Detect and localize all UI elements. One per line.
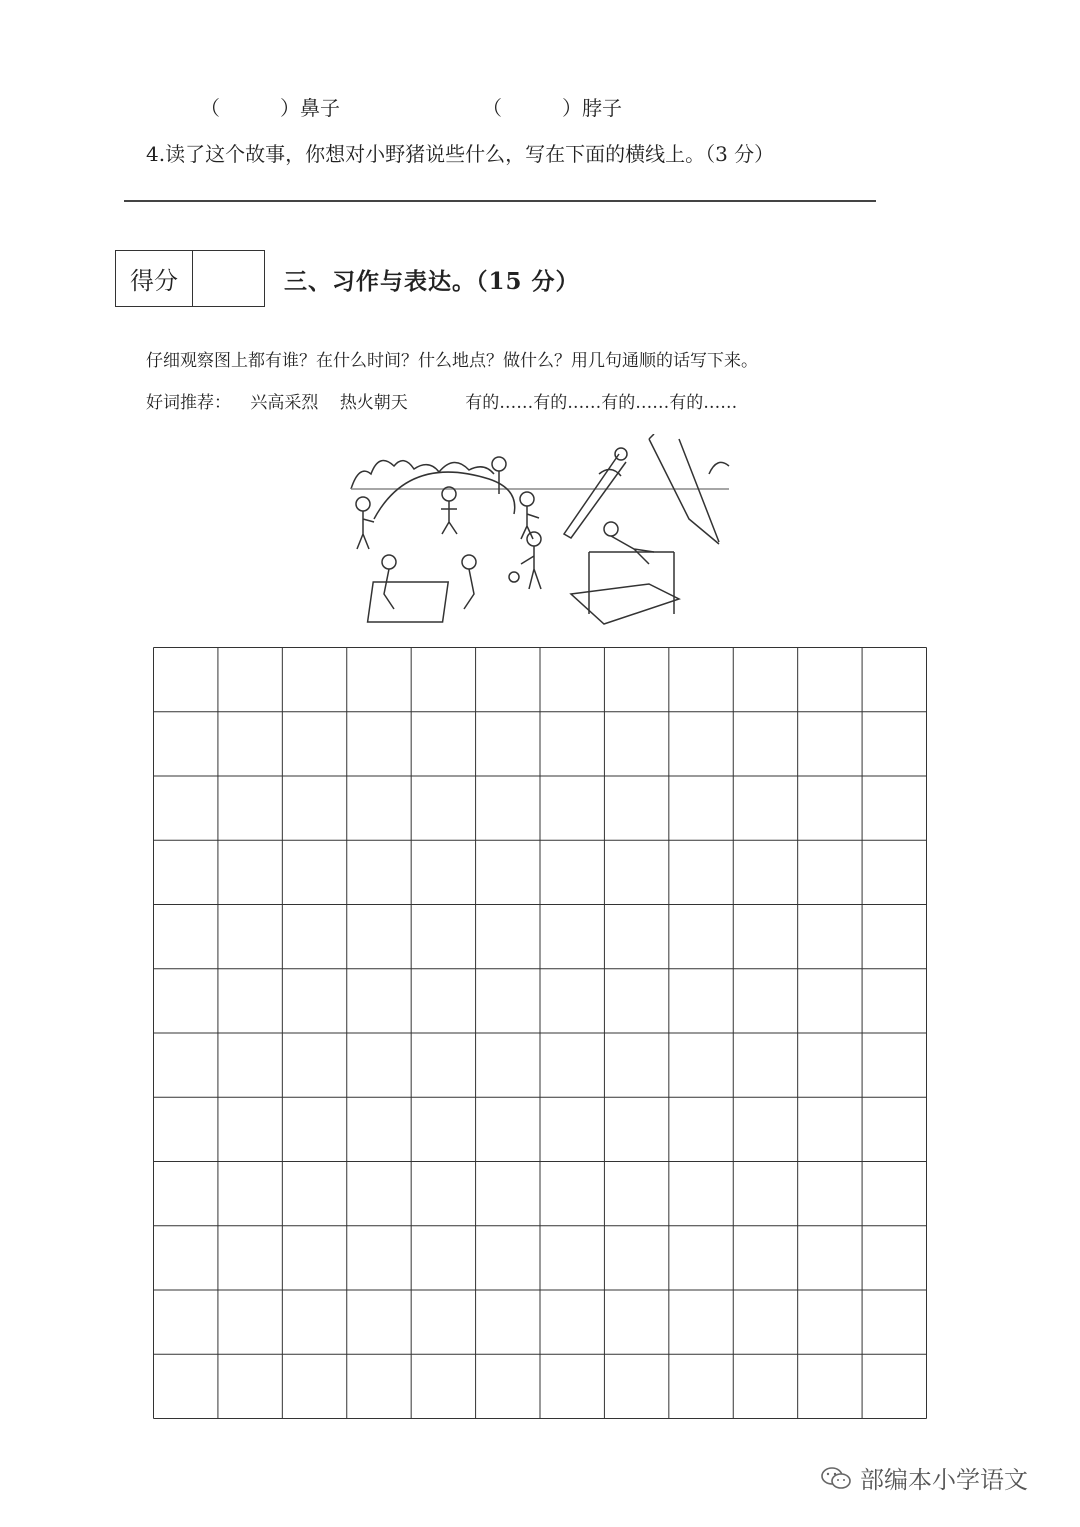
recommend-label: 好词推荐： bbox=[146, 393, 231, 413]
recommend-word-2: 热火朝天 bbox=[339, 393, 408, 413]
playground-illustration bbox=[349, 434, 731, 630]
mat bbox=[571, 584, 679, 624]
watermark bbox=[820, 1460, 1028, 1495]
q3-pair-1 bbox=[200, 92, 340, 121]
q3-pair-1-word: 鼻子 bbox=[300, 96, 340, 120]
answer-line[interactable] bbox=[124, 200, 876, 202]
wechat-icon bbox=[820, 1465, 852, 1491]
score-label: 得分 bbox=[116, 251, 193, 306]
score-box bbox=[115, 250, 265, 307]
section-title: 三、习作与表达。（15 分） bbox=[284, 268, 580, 295]
question-4-text: 4.读了这个故事，你想对小野猪说些什么，写在下面的横线上。（3 分） bbox=[146, 142, 775, 166]
writing-instruction: 仔细观察图上都有谁？在什么时间？什么地点？做什么？用几句通顺的话写下来。 bbox=[146, 351, 758, 371]
q3-pair-2-blank[interactable]: （ ） bbox=[482, 96, 582, 120]
q3-pair-2 bbox=[482, 92, 622, 121]
q3-pair-2-word: 脖子 bbox=[582, 96, 622, 120]
watermark-text: 部编本小学语文 bbox=[860, 1466, 1028, 1494]
score-field[interactable] bbox=[193, 251, 264, 306]
recommend-line bbox=[146, 388, 737, 413]
writing-grid[interactable] bbox=[153, 647, 927, 1419]
q3-pair-1-blank[interactable]: （ ） bbox=[200, 96, 300, 120]
recommend-word-1: 兴高采烈 bbox=[250, 393, 319, 413]
sentence-pattern: 有的……有的……有的……有的…… bbox=[465, 393, 738, 413]
chess-board bbox=[368, 582, 449, 622]
child-figures bbox=[356, 448, 654, 609]
jump-rope bbox=[374, 472, 515, 519]
